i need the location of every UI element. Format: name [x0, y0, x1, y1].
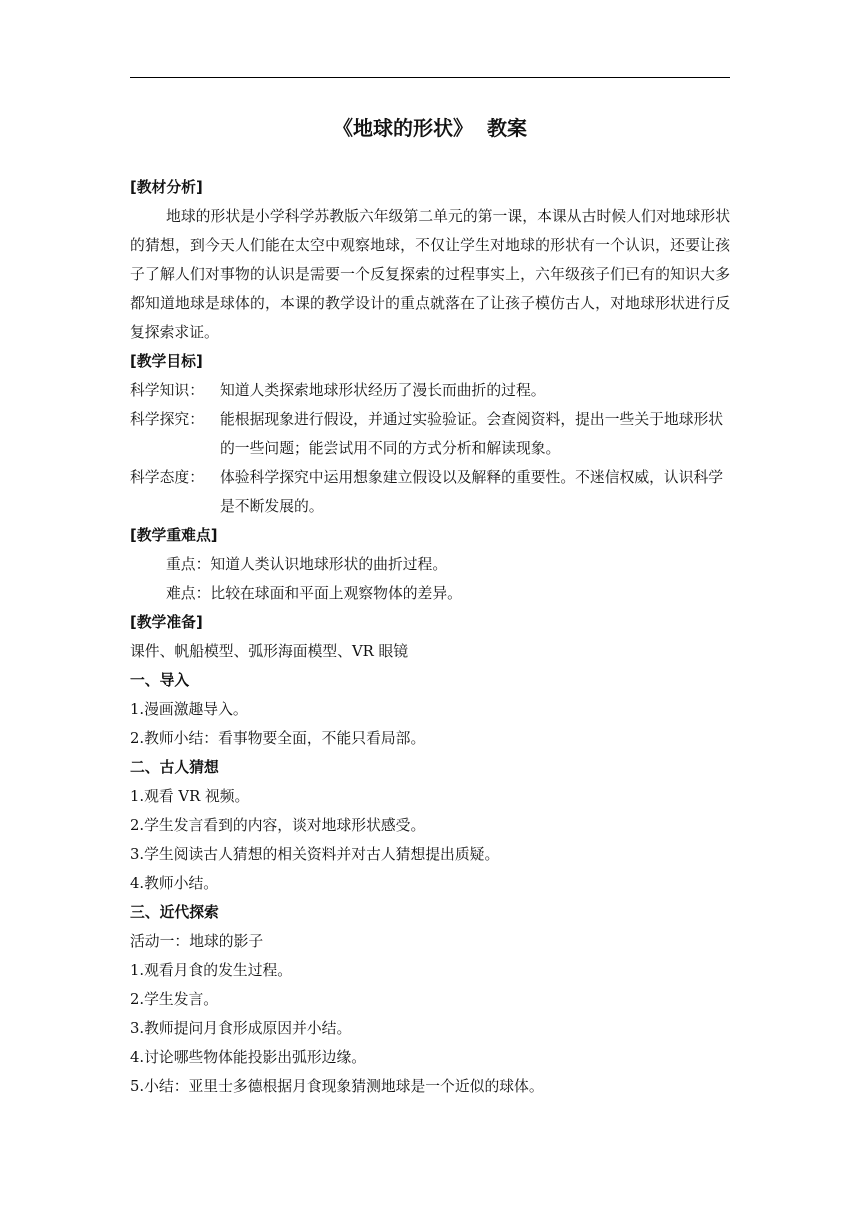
- header-rule: [130, 77, 730, 78]
- list-item: 5.小结：亚里士多德根据月食现象猜测地球是一个近似的球体。: [130, 1078, 544, 1095]
- activity-title: 活动一：地球的影子: [130, 933, 264, 950]
- document-body: [130, 173, 730, 1101]
- section-heading-goals: [教学目标]: [130, 353, 203, 370]
- list-item: 2.教师小结：看事物要全面，不能只看局部。: [130, 730, 426, 747]
- goal-label: 科学态度：: [130, 469, 204, 486]
- preparation-text: 课件、帆船模型、弧形海面模型、VR 眼镜: [130, 643, 409, 660]
- goal-text: 知道人类探索地球形状经历了漫长而曲折的过程。: [220, 382, 546, 399]
- goal-label: 科学探究：: [130, 411, 204, 428]
- list-item: 1.观看 VR 视频。: [130, 788, 250, 805]
- section-heading-part3: 三、近代探索: [130, 904, 219, 921]
- list-item: 3.教师提问月食形成原因并小结。: [130, 1020, 352, 1037]
- goal-item-attitude: [130, 463, 730, 521]
- goal-item-knowledge: [130, 376, 730, 405]
- document-title: 《地球的形状》 教案: [333, 116, 527, 140]
- list-item: 2.学生发言。: [130, 991, 219, 1008]
- list-item: 1.观看月食的发生过程。: [130, 962, 293, 979]
- list-item: 4.教师小结。: [130, 875, 219, 892]
- analysis-paragraph: 地球的形状是小学科学苏教版六年级第二单元的第一课，本课从古时候人们对地球形状的猜想，到今天人们能在太空中观察地球，不仅让学生对地球的形状有一个认识，还要让孩子了解人们对事物的认识是需要一个反复探索的过程事实上，六年级孩子们已有的知识大多都知道地球是球体的，本课的教学设计的重点就落在了让孩子模仿古人，对地球形状进行反复探索求证。: [130, 208, 730, 341]
- key-point-item: 重点：知道人类认识地球形状的曲折过程。: [166, 556, 448, 573]
- document-page: [130, 0, 730, 1216]
- section-heading-part2: 二、古人猜想: [130, 759, 219, 776]
- goal-label: 科学知识：: [130, 382, 204, 399]
- list-item: 4.讨论哪些物体能投影出弧形边缘。: [130, 1049, 367, 1066]
- list-item: 2.学生发言看到的内容，谈对地球形状感受。: [130, 817, 426, 834]
- section-heading-part1: 一、导入: [130, 672, 190, 689]
- goal-text: 体验科学探究中运用想象建立假设以及解释的重要性。不迷信权威，认识科学是不断发展的。: [220, 469, 724, 515]
- goal-text: 能根据现象进行假设，并通过实验验证。会查阅资料，提出一些关于地球形状的一些问题；能尝试用不同的方式分析和解读现象。: [220, 411, 724, 457]
- key-point-item: 难点：比较在球面和平面上观察物体的差异。: [166, 585, 462, 602]
- section-heading-preparation: [教学准备]: [130, 614, 203, 631]
- list-item: 1.漫画激趣导入。: [130, 701, 248, 718]
- section-heading-key-points: [教学重难点]: [130, 527, 218, 544]
- list-item: 3.学生阅读古人猜想的相关资料并对古人猜想提出质疑。: [130, 846, 500, 863]
- goal-item-inquiry: [130, 405, 730, 463]
- section-heading-analysis: [教材分析]: [130, 179, 203, 196]
